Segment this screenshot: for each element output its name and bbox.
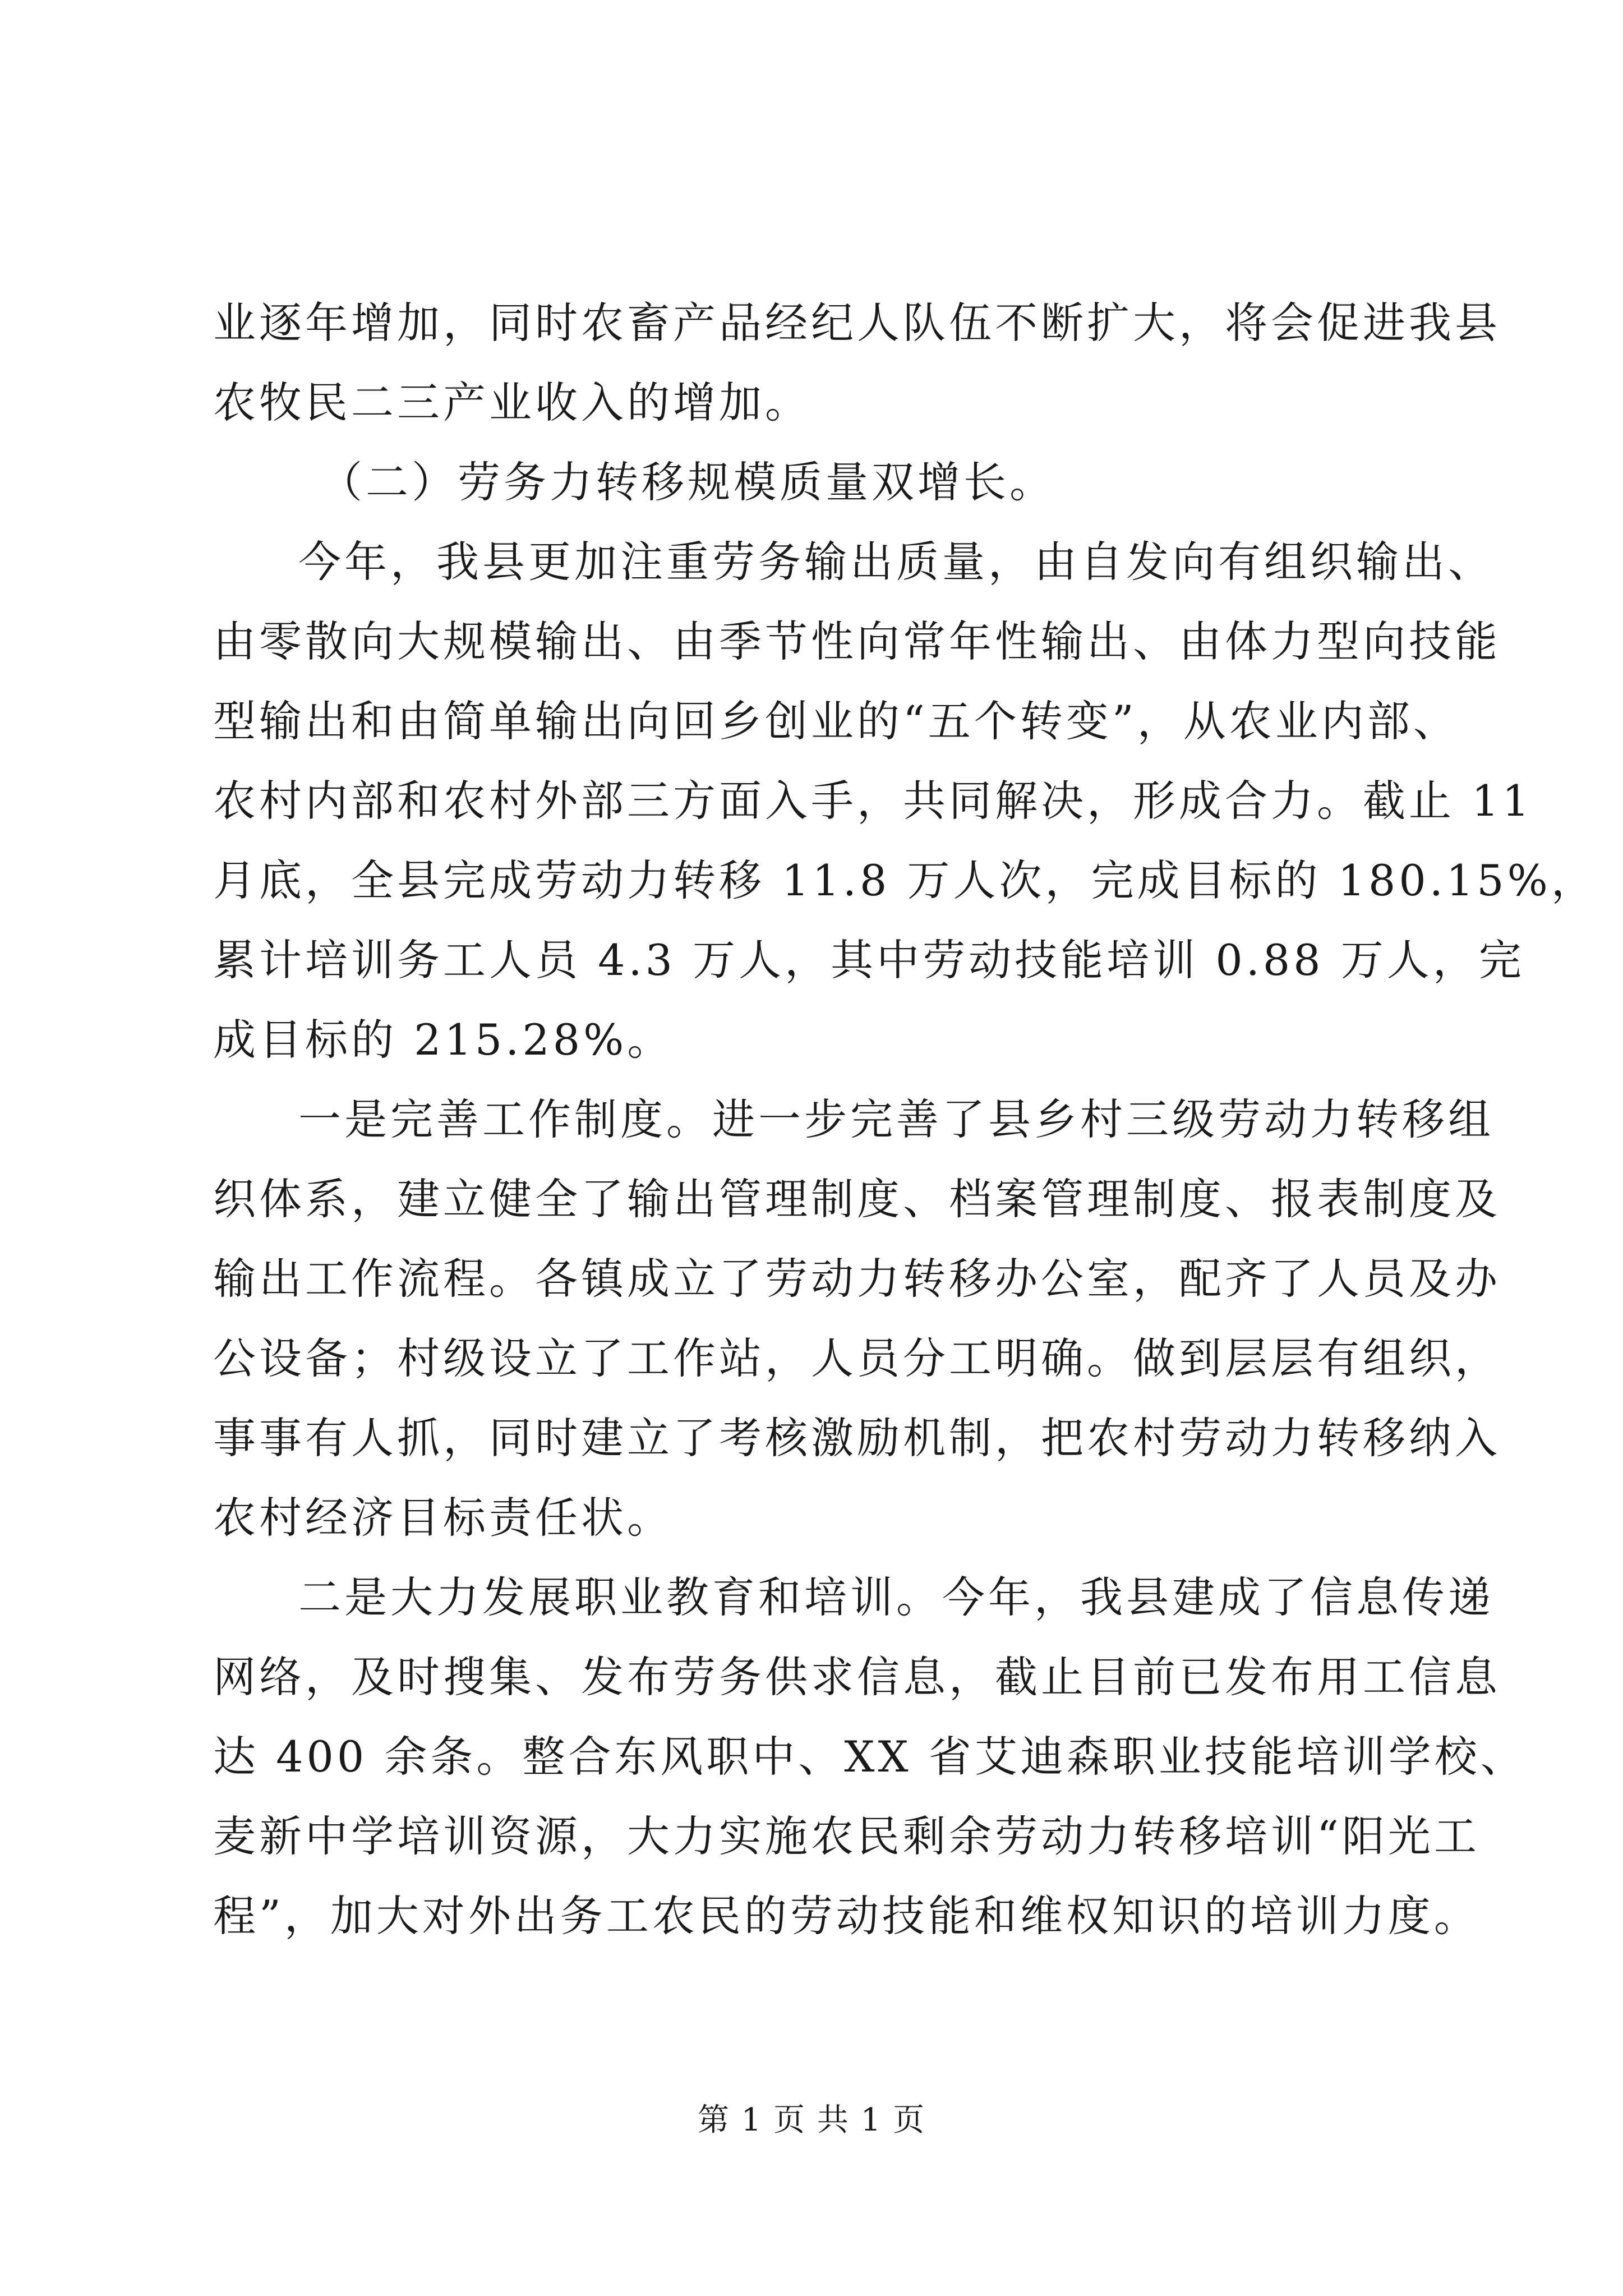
body-line: 麦新中学培训资源，大力实施农民剩余劳动力转移培训“阳光工 [213,1811,1480,1861]
body-line: 输出工作流程。各镇成立了劳动力转移办公室，配齐了人员及办 [213,1254,1501,1304]
body-line: 农牧民二三产业收入的增加。 [213,378,811,427]
body-line: 农村经济目标责任状。 [213,1493,673,1543]
section-heading: （二）劳务力转移规模质量双增长。 [320,457,1055,507]
body-line: 成目标的 215.28%。 [213,1015,674,1065]
page-number-footer: 第 1 页 共 1 页 [697,2102,926,2138]
body-line: 今年，我县更加注重劳务输出质量，由自发向有组织输出、 [298,537,1494,587]
body-line: 月底，全县完成劳动力转移 11.8 万人次，完成目标的 180.15%， [213,855,1597,905]
body-line: 达 400 余条。整合东风职中、XX 省艾迪森职业技能培训学校、 [213,1732,1527,1782]
body-line: 程”，加大对外出务工农民的劳动技能和维权知识的培训力度。 [213,1891,1480,1941]
document-body [213,283,1597,1956]
body-line: 织体系，建立健全了输出管理制度、档案管理制度、报表制度及 [213,1174,1501,1224]
body-line: 累计培训务工人员 4.3 万人，其中劳动技能培训 0.88 万人，完 [213,935,1525,985]
body-line: 一是完善工作制度。进一步完善了县乡村三级劳动力转移组 [298,1094,1494,1144]
body-line: 二是大力发展职业教育和培训。今年，我县建成了信息传递 [298,1572,1494,1622]
body-line: 公设备；村级设立了工作站，人员分工明确。做到层层有组织， [213,1333,1501,1383]
body-line: 业逐年增加，同时农畜产品经纪人队伍不断扩大，将会促进我县 [213,298,1501,348]
body-line: 网络，及时搜集、发布劳务供求信息，截止目前已发布用工信息 [213,1652,1501,1702]
body-line: 型输出和由简单输出向回乡创业的“五个转变”，从农业内部、 [213,696,1459,746]
body-line: 农村内部和农村外部三方面入手，共同解决，形成合力。截止 11 [213,776,1533,826]
body-line: 事事有人抓，同时建立了考核激励机制，把农村劳动力转移纳入 [213,1413,1501,1463]
body-line: 由零散向大规模输出、由季节性向常年性输出、由体力型向技能 [213,616,1501,666]
